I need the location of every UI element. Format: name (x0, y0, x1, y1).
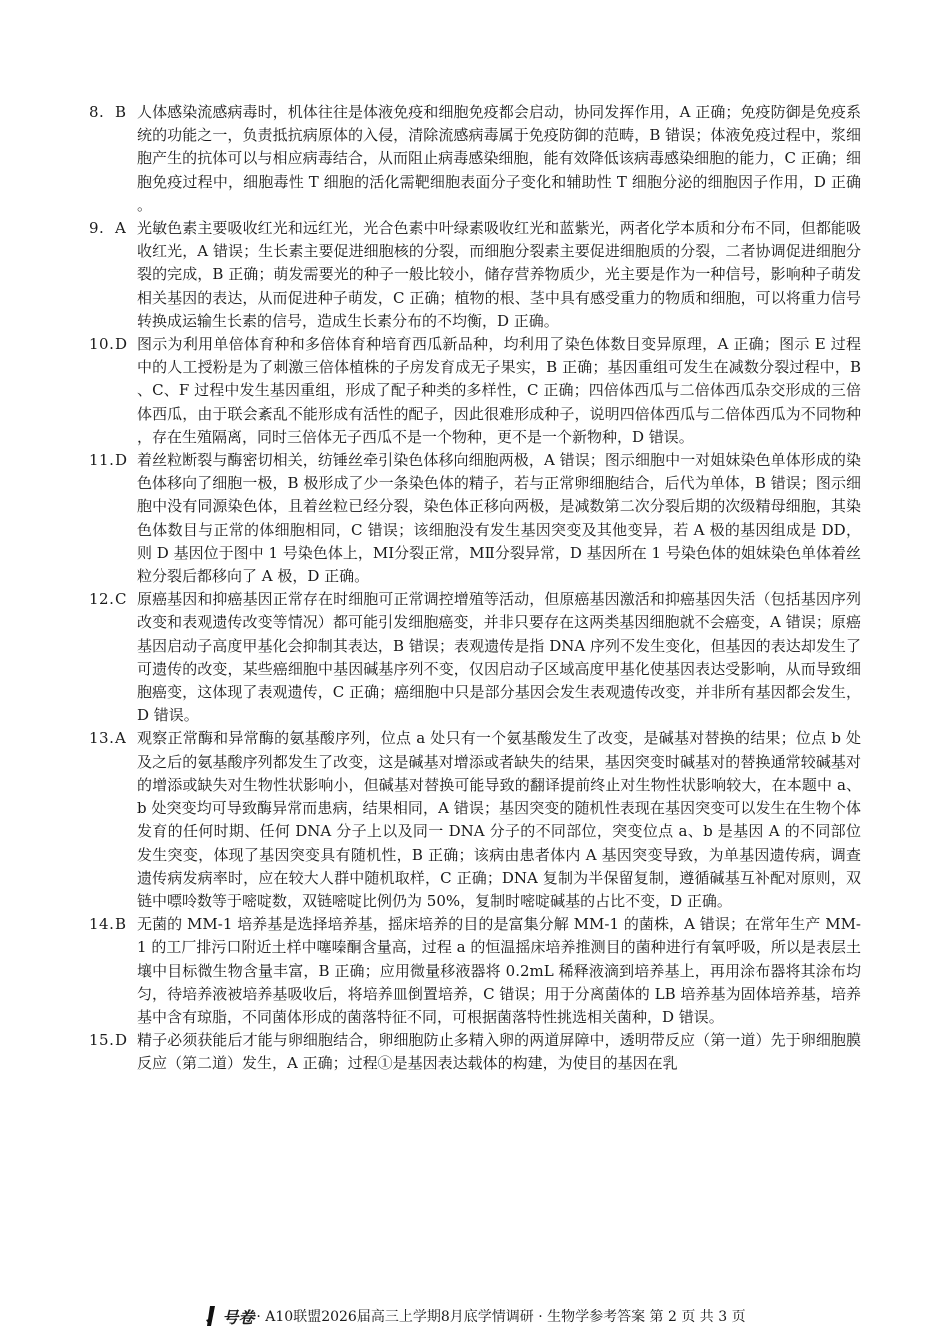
explanation-text: 原癌基因和抑癌基因正常存在时细胞可正常调控增殖等活动，但原癌基因激活和抑癌基因失活（包括基因序列改变和表观遗传改变等情况）都可能引发细胞癌变，并非只要存在这两类基因细胞就不会癌变，A 错误；原癌基因启动子高度甲基化会抑制其表达，B 错误；表观遗传是指 DNA 序列不发生变化，但基因的表达却发生了可遗传的改变，某些癌细胞中基因碱基序列不变，仅因启动子区域高度甲基化使基因表达受影响，从而导致细胞癌变，这体现了表观遗传，C 正确；癌细胞中只是部分基因会发生表观遗传改变，并非所有基因都会发生，D 错误。 (137, 590, 861, 725)
answer-label (89, 449, 137, 472)
question-number: 14. (89, 915, 115, 934)
explanation-text: 精子必须获能后才能与卵细胞结合，卵细胞防止多精入卵的两道屏障中，透明带反应（第一道）先于卵细胞膜反应（第二道）发生，A 正确；过程①是基因表达载体的构建，为使目的基因在乳 (137, 1031, 861, 1073)
answer-label (89, 913, 137, 936)
footer-brand: 号卷 (222, 1307, 255, 1327)
answer-item (89, 101, 861, 217)
answer-item (89, 913, 861, 1029)
page-footer (0, 1304, 950, 1328)
answer-choice: C (115, 590, 127, 609)
answer-choice: A (115, 219, 127, 238)
answer-choice: D (115, 1031, 128, 1050)
answer-choice: B (115, 915, 127, 934)
answer-choice: B (115, 103, 127, 121)
question-number: 13. (89, 729, 115, 748)
answer-item (89, 588, 861, 727)
answer-item (89, 1029, 861, 1075)
question-number: 9. (89, 219, 105, 238)
question-number: 8. (89, 103, 105, 121)
answer-explanations (89, 101, 861, 1076)
question-number: 10. (89, 335, 115, 354)
answer-label (89, 217, 137, 240)
question-number: 15. (89, 1031, 115, 1050)
answer-item (89, 217, 861, 333)
answer-choice: D (115, 335, 128, 354)
answer-choice: D (115, 451, 128, 470)
answer-label (89, 1029, 137, 1052)
explanation-text: 着丝粒断裂与酶密切相关，纺锤丝牵引染色体移向细胞两极，A 错误；图示细胞中一对姐妹染色单体形成的染色体移向了细胞一极，B 极形成了少一条染色体的精子，若与正常卵细胞结合，后代为单体，B 错误；图示细胞中没有同源染色体，且着丝粒已经分裂，染色体正移向两极，是减数第二次分裂后期的次级精母细胞，其染色体数目与正常的体细胞相同，C 错误；该细胞没有发生基因突变及其他变异，若 A 极的基因组成是 DD，则 D 基因位于图中 1 号染色体上，MⅠ分裂正常，MⅡ分裂异常，D 基因所在 1 号染色体的姐妹染色单体着丝粒分裂后都移向了 A 极，D 正确。 (137, 451, 861, 586)
answer-item (89, 333, 861, 449)
logo-icon (204, 1305, 218, 1327)
explanation-text: 图示为利用单倍体育种和多倍体育种培育西瓜新品种，均利用了染色体数目变异原理，A 正确；图示 E 过程中的人工授粉是为了刺激三倍体植株的子房发育成无子果实，B 正确；基因重组可发生在减数分裂过程中，B、C、F 过程中发生基因重组，形成了配子种类的多样性，C 正确；四倍体西瓜与二倍体西瓜杂交形成的三倍体西瓜，由于联会紊乱不能形成有活性的配子，因此很难形成种子，说明四倍体西瓜与二倍体西瓜为不同物种，存在生殖隔离，同时三倍体无子西瓜不是一个物种，更不是一个新物种，D 错误。 (137, 335, 861, 446)
explanation-text: 观察正常酶和异常酶的氨基酸序列，位点 a 处只有一个氨基酸发生了改变，是碱基对替换的结果；位点 b 处及之后的氨基酸序列都发生了改变，这是碱基对增添或者缺失的结果，基因突变时碱基对的替换通常较碱基对的增添或缺失对生物性状影响小，但碱基对替换可能导致的翻译提前终止对生物性状影响较大，在本题中 a、b 处突变均可导致酶异常而患病，结果相同，A 错误；基因突变的随机性表现在基因突变可以发生在生物个体发育的任何时期、任何 DNA 分子上以及同一 DNA 分子的不同部位，突变位点 a、b 是基因 A 的不同部位发生突变，体现了基因突变具有随机性，B 正确；该病由患者体内 A 基因突变导致，为单基因遗传病，调查遗传病发病率时，应在较大人群中随机取样，C 正确；DNA 复制为半保留复制，遵循碱基互补配对原则，双链中嘌呤数等于嘧啶数，双链嘧啶比例仍为 50%，复制时嘧啶碱基的占比不变，D 正确。 (137, 729, 861, 910)
answer-item (89, 727, 861, 913)
question-number: 11. (89, 451, 115, 470)
answer-label (89, 588, 137, 611)
explanation-text: 无菌的 MM-1 培养基是选择培养基，摇床培养的目的是富集分解 MM-1 的菌株，A 错误；在常年生产 MM-1 的工厂排污口附近土样中噻嗪酮含量高，过程 a 的恒温摇床培养推测目的菌种进行有氧呼吸，所以是表层土壤中目标微生物含量丰富，B 正确；应用微量移液器将 0.2mL 稀释液滴到培养基上，再用涂布器将其涂布均匀，待培养液被培养基吸收后，将培养皿倒置培养，C 错误；用于分离菌体的 LB 培养基为固体培养基，培养基中含有琼脂，不同菌体形成的菌落特征不同，可根据菌落特性挑选相关菌种，D 错误。 (137, 915, 861, 1026)
answer-choice: A (115, 729, 127, 748)
explanation-text: 人体感染流感病毒时，机体往往是体液免疫和细胞免疫都会启动，协同发挥作用，A 正确；免疫防御是免疫系统的功能之一，负责抵抗病原体的入侵，清除流感病毒属于免疫防御的范畴，B 错误；体液免疫过程中，浆细胞产生的抗体可以与相应病毒结合，从而阻止病毒感染细胞，能有效降低该病毒感染细胞的能力，C 正确；细胞免疫过程中，细胞毒性 T 细胞的活化需靶细胞表面分子变化和辅助性 T 细胞分泌的细胞因子作用，D 正确。 (137, 103, 861, 214)
answer-label (89, 101, 137, 124)
footer-text: · A10联盟2026届高三上学期8月底学情调研 · 生物学参考答案 第 2 页 共 3 页 (256, 1309, 746, 1325)
answer-label (89, 727, 137, 750)
answer-label (89, 333, 137, 356)
answer-item (89, 449, 861, 588)
explanation-text: 光敏色素主要吸收红光和远红光，光合色素中叶绿素吸收红光和蓝紫光，两者化学本质和分布不同，但都能吸收红光，A 错误；生长素主要促进细胞核的分裂，而细胞分裂素主要促进细胞质的分裂，二者协调促进细胞分裂的完成，B 正确；萌发需要光的种子一般比较小，储存营养物质少，光主要是作为一种信号，影响种子萌发相关基因的表达，从而促进种子萌发，C 正确；植物的根、茎中具有感受重力的物质和细胞，可以将重力信号转换成运输生长素的信号，造成生长素分布的不均衡，D 正确。 (137, 219, 861, 330)
question-number: 12. (89, 590, 115, 609)
